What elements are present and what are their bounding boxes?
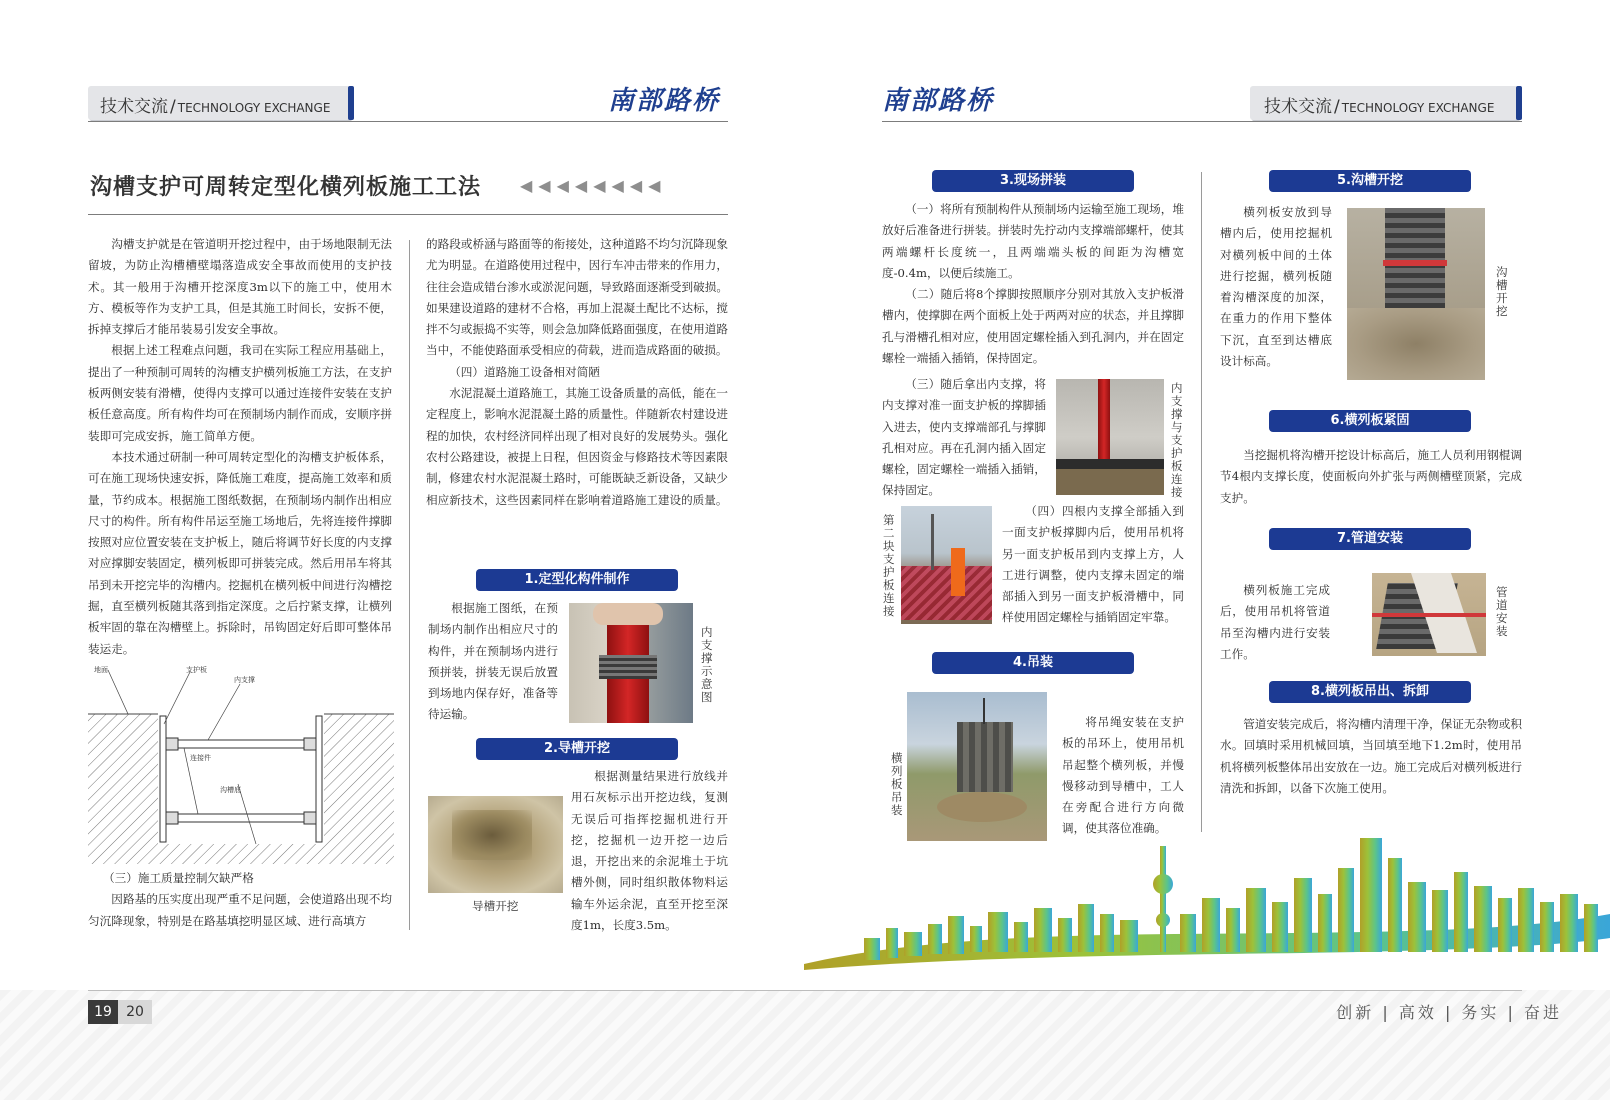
section-5-text: 横列板安放到导槽内后，使用挖掘机对横列板中间的土体进行挖掘，横列板随着沟槽深度的加深，在重力的作用下整体下沉，直至到达槽底设计标高。 xyxy=(1220,205,1332,369)
photo-second-plate xyxy=(901,506,992,624)
section-7-text: 横列板施工完成后，使用吊机将管道吊至沟槽内进行安装工作。 xyxy=(1220,583,1330,661)
diagram-label-connector: 连接件 xyxy=(190,754,211,762)
section-3-paragraph-2: （二）随后将8个撑脚按照顺序分别对其放入支护板滑槽内，使撑脚在两个面板上处于两两对应的状态，并且撑脚孔与滑槽孔相对应，使用固定螺栓插入到孔洞内，并在固定螺栓一端插入插销，保持固定。 xyxy=(882,287,1184,365)
photo-trench-excavation xyxy=(1347,208,1485,380)
section-3-paragraph-3: （三）随后拿出内支撑，将内支撑对准一面支护板的撑脚插入进去，使内支撑端部孔与撑脚孔相对应。再在孔洞内插入固定螺栓，固定螺栓一端插入插销，保持固定。 xyxy=(882,377,1046,498)
header-rule-right xyxy=(882,121,1522,122)
footer-rule xyxy=(88,990,1522,991)
section-heading-3: 3.现场拼装 xyxy=(932,170,1134,192)
paragraph: 因路基的压实度出现严重不足问题，会使道路出现不均匀沉降现象，特别是在路基填挖明显区域、进行高填方 xyxy=(88,892,392,928)
section-tag-left xyxy=(88,86,350,120)
photo-caption-inner-brace: 内支撑示意图 xyxy=(701,625,713,704)
section-8-text: 管道安装完成后，将沟槽内清理干净，保证无杂物或积水。回填时采用机械回填，当回填至地下1.2m时，使用吊机将横列板整体吊出安放在一边。施工完成后对横列板进行清洗和拆卸，以备下次施工使用。 xyxy=(1220,717,1522,795)
section-6-text: 当挖掘机将沟槽开挖设计标高后，施工人员利用钢棍调节4根内支撑长度，使面板向外扩张与两侧槽壁顶紧，完成支护。 xyxy=(1220,448,1522,505)
section-tag-cn: 技术交流 / TECHNOLOGY EXCHANGE xyxy=(1264,97,1495,117)
photo-brace-plate-connection xyxy=(1056,379,1164,495)
diagram-label-inner-brace: 内支撑 xyxy=(234,676,255,684)
page-number-left: 19 xyxy=(88,1000,118,1024)
tag-accent-bar xyxy=(348,86,354,120)
page-number-right: 20 xyxy=(118,1000,152,1024)
diagram-label-trench-bottom: 沟槽底 xyxy=(220,786,241,794)
section-heading-4: 4.吊装 xyxy=(932,652,1134,674)
title-arrows-decoration: ◀◀◀◀◀◀◀◀ xyxy=(520,176,667,195)
section-2-text: 根据测量结果进行放线并用石灰标示出开挖边线，复测无误后可指挥挖掘机进行开挖，挖掘机一边开挖一边后退，开挖出来的余泥堆土于坑槽外侧，同时组织散体物料运输车外运余泥，直至开挖至深度1m，长度3.5m。 xyxy=(571,769,728,933)
paragraph: 本技术通过研制一种可周转定型化的沟槽支护板体系，可在施工现场快速安拆，降低施工难度，提高施工效率和质量，节约成本。根据施工图纸数据，在预制场内制作出相应尺寸的构件。所有构件吊运至施工场地后，先将连接件撑脚按照对应位置安装在支护板上，随后将调节好长度的内支撑对应撑脚安装固定，横列板即可拼装完成。然后用吊车将其吊到未开挖完毕的沟槽内。挖掘机在横列板中间进行沟槽挖掘，直至横列板随其落到指定深度。之后拧紧支撑，让横列板牢固的靠在沟槽壁上。拆除时，吊钩固定好后即可整体吊装运走。 xyxy=(88,449,392,656)
tag-accent-bar xyxy=(1516,86,1522,120)
article-title: 沟槽支护可周转定型化横列板施工工法 xyxy=(90,175,482,200)
diagram-label-ground: 地面 xyxy=(94,666,108,674)
photo-hoisting xyxy=(907,692,1047,841)
brand-logo-right: 南部路桥 xyxy=(882,86,995,116)
paragraph: 的路段或桥涵与路面等的衔接处，这种道路不均匀沉降现象尤为明显。在道路使用过程中，因行车冲击带来的作用力，往往会造成错台渗水或淤泥问题，导致路面逐渐受到破损。如果建设道路的建材不合格，再加上混凝土配比不达标，搅拌不匀或振捣不实等，则会急加降低路面强度，在使用道路当中，不能使路面承受相应的荷载，进而造成路面的破损。 xyxy=(426,237,728,358)
column-divider-right xyxy=(1201,172,1202,832)
paragraph: 水泥混凝土道路施工，其施工设备质量的高低，能在一定程度上，影响水泥混凝土路的质量性。伴随新农村建设进程的加快，农村经济同样出现了相对良好的发展势头。强化农村公路建设，被提上日程，但因资金与修路技术等因素限制，修建农村水泥混凝土路时，可能既缺乏新设备，又缺少相应新技术，这些因素同样在影响着道路施工建设的质量。 xyxy=(426,386,728,507)
photo-caption-brace-plate: 内支撑与支护板连接 xyxy=(1171,381,1183,499)
section-heading-6: 6.横列板紧固 xyxy=(1269,410,1471,432)
brand-logo-left: 南部路桥 xyxy=(608,86,721,116)
photo-caption-trench-excavation: 沟槽开挖 xyxy=(1496,265,1508,318)
photo-inner-brace xyxy=(569,603,693,723)
photo-caption-second-plate: 第二块支护板连接 xyxy=(883,513,895,618)
section-heading-8: 8.横列板吊出、拆卸 xyxy=(1269,681,1471,703)
footer-slogan: 创新 | 高效 | 务实 | 奋进 xyxy=(1336,1003,1562,1022)
photo-caption-hoisting: 横列板吊装 xyxy=(891,751,903,817)
title-underline xyxy=(88,214,728,215)
photo-caption-pipe-installation: 管道安装 xyxy=(1496,585,1508,638)
section-heading-7: 7.管道安装 xyxy=(1269,528,1471,550)
section-1-text: 根据施工图纸，在预制场内制作出相应尺寸的构件，并在预制场内进行预拼装，拼装无误后放置到场地内保存好，准备等待运输。 xyxy=(428,601,558,722)
section-3-paragraph-4: （四）四根内支撑全部插入到一面支护板撑脚内后，使用吊机将另一面支护板吊到内支撑上方，人工进行调整，使内支撑未固定的端部插入到另一面支护板滑槽中，同样使用固定螺栓与插销固定牢靠。 xyxy=(1002,504,1184,625)
section-tag-right xyxy=(1250,86,1518,120)
photo-caption-guide-trench: 导槽开挖 xyxy=(472,899,519,913)
article-column-1 xyxy=(88,234,392,660)
section-tag-cn: 技术交流 / TECHNOLOGY EXCHANGE xyxy=(100,97,331,117)
header-rule-left xyxy=(88,121,728,122)
column-divider xyxy=(409,240,410,930)
subheading: （三）施工质量控制欠缺严格 xyxy=(103,871,254,885)
paragraph: 根据上述工程难点问题，我司在实际工程应用基础上，提出了一种预制可周转的沟槽支护横列板施工方法，在支护板两侧安装有滑槽，使得内支撑可以通过连接件安装在支护板任意高度。所有构件均可在预制场内制作而成，安顺序拼装即可完成安拆，施工简单方便。 xyxy=(88,343,392,443)
diagram-label-support-plate: 支护板 xyxy=(186,666,207,674)
section-heading-2: 2.导槽开挖 xyxy=(476,738,678,760)
paragraph: 沟槽支护就是在管道明开挖过程中，由于场地限制无法留坡，为防止沟槽槽壁塌落造成安全事故而使用的支护技术。其一般用于沟槽开挖深度3m以下的施工中，使用木方、模板等作为支护工具，但是其施工时间长，安拆不便，拆掉支撑后才能吊装易引发安全事故。 xyxy=(88,237,392,337)
photo-pipe-installation xyxy=(1372,573,1486,656)
city-skyline-decoration xyxy=(804,828,1610,970)
section-heading-5: 5.沟槽开挖 xyxy=(1269,170,1471,192)
article-column-1-tail xyxy=(88,868,392,932)
photo-guide-trench xyxy=(428,796,563,893)
subheading: （四）道路施工设备相对简陋 xyxy=(449,364,600,379)
trench-support-diagram xyxy=(88,664,394,870)
section-4-text: 将吊绳安装在支护板的吊环上，使用吊机吊起整个横列板，并慢慢移动到导槽中，工人在旁配合进行方向微调，使其落位准确。 xyxy=(1062,715,1184,836)
section-3-paragraph-1: （一）将所有预制构件从预制场内运输至施工现场，堆放好后准备进行拼装。拼装时先拧动内支撑端部螺杆，使其两端螺杆长度统一，且两端端头板的间距为沟槽宽度-0.4m，以便后续施工。 xyxy=(882,202,1184,280)
article-column-2 xyxy=(426,234,728,511)
section-heading-1: 1.定型化构件制作 xyxy=(476,569,678,591)
